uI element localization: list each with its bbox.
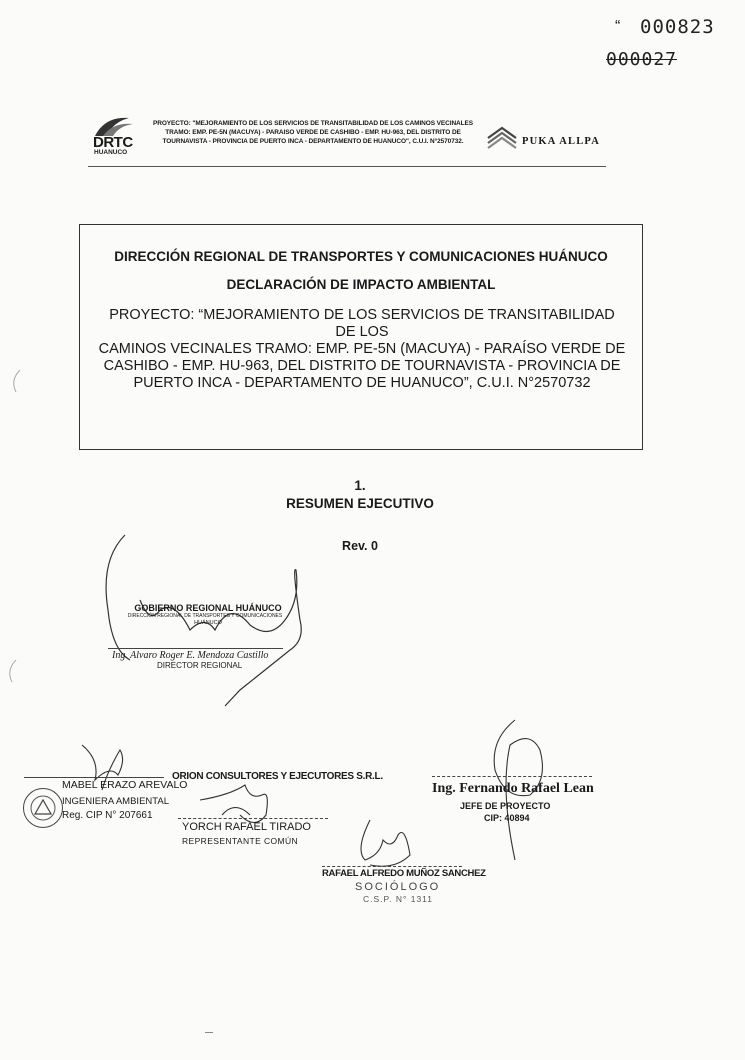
chief-cip: CIP: 40894 (484, 813, 530, 823)
struck-page-number: 000027 (606, 49, 678, 70)
stamp-mark: “ (615, 18, 621, 35)
company-signature-line (178, 818, 328, 819)
company-name: ORION CONSULTORES Y EJECUTORES S.R.L. (172, 771, 383, 782)
sociologist-name: RAFAEL ALFREDO MUÑOZ SANCHEZ (322, 868, 486, 879)
drtc-logo-subtext: HUANUCO (94, 149, 128, 156)
regional-stamp-line1: GOBIERNO REGIONAL HUÁNUCO (134, 603, 282, 613)
chief-role: JEFE DE PROYECTO (460, 801, 551, 811)
company-role: REPRESENTANTE COMÚN (182, 836, 299, 846)
regional-role: DIRECTOR REGIONAL (157, 661, 243, 670)
regional-stamp-line2: DIRECCIÓN REGIONAL DE TRANSPORTES Y COMUNICACIONES (127, 613, 283, 619)
chief-name: Ing. Fernando Rafael Lean (432, 781, 594, 796)
seal-icon (24, 789, 62, 827)
sociologist-reg: C.S.P. N° 1311 (363, 894, 434, 904)
page-number-stamp: 000823 (640, 16, 715, 38)
engineer-name: MABEL ERAZO AREVALO (62, 779, 188, 791)
engineer-role: INGENIERA AMBIENTAL (62, 796, 169, 807)
regional-signature-line (108, 648, 283, 649)
engineer-seal (23, 788, 63, 828)
sociologist-signature-line (322, 866, 462, 867)
engineer-reg: Reg. CIP N° 207661 (62, 810, 153, 821)
drtc-logo-text: DRTC (93, 134, 133, 151)
revision-label: Rev. 0 (342, 539, 378, 553)
project-line-4: PUERTO INCA - DEPARTAMENTO DE HUANUCO”, C.U.I. N°2570732 (133, 375, 591, 391)
puka-allpa-logo-text: PUKA ALLPA (522, 136, 601, 147)
document-type: DECLARACIÓN DE IMPACTO AMBIENTAL (226, 277, 496, 292)
header-project-line: PROYECTO: "MEJORAMIENTO DE LOS SERVICIOS DE TRANSITABILIDAD DE LOS CAMINOS VECINALES TRAMO: EMP. PE-5N (MACUYA) - PARAISO VERDE DE CASHIBO - EMP. HU-963, DEL DISTRITO DE TOURNAVISTA - PROVINCIA DE PUERTO INCA - DEPARTAMENTO DE HUANUCO", C.U.I. N°2570732. (153, 120, 473, 145)
section-title: RESUMEN EJECUTIVO (286, 496, 434, 511)
sociologist-role: SOCIÓLOGO (355, 881, 441, 893)
project-line-3: CASHIBO - EMP. HU-963, DEL DISTRITO DE TOURNAVISTA - PROVINCIA DE (103, 358, 621, 374)
company-person: YORCH RAFAEL TIRADO (182, 821, 311, 833)
chief-signature-line (432, 776, 592, 777)
section-number: 1. (354, 478, 366, 493)
project-line-2: CAMINOS VECINALES TRAMO: EMP. PE-5N (MACUYA) - PARAÍSO VERDE DE (98, 341, 626, 357)
regional-name: Ing. Alvaro Roger E. Mendoza Castillo (112, 650, 269, 661)
regional-stamp-line3: HUÁNUCO (194, 620, 222, 626)
org-title: DIRECCIÓN REGIONAL DE TRANSPORTES Y COMUNICACIONES HUÁNUCO (114, 249, 608, 264)
project-line-1: PROYECTO: “MEJORAMIENTO DE LOS SERVICIOS DE TRANSITABILIDAD DE LOS (109, 307, 615, 340)
footer-mark (205, 1032, 213, 1033)
engineer-signature-line (24, 777, 164, 778)
